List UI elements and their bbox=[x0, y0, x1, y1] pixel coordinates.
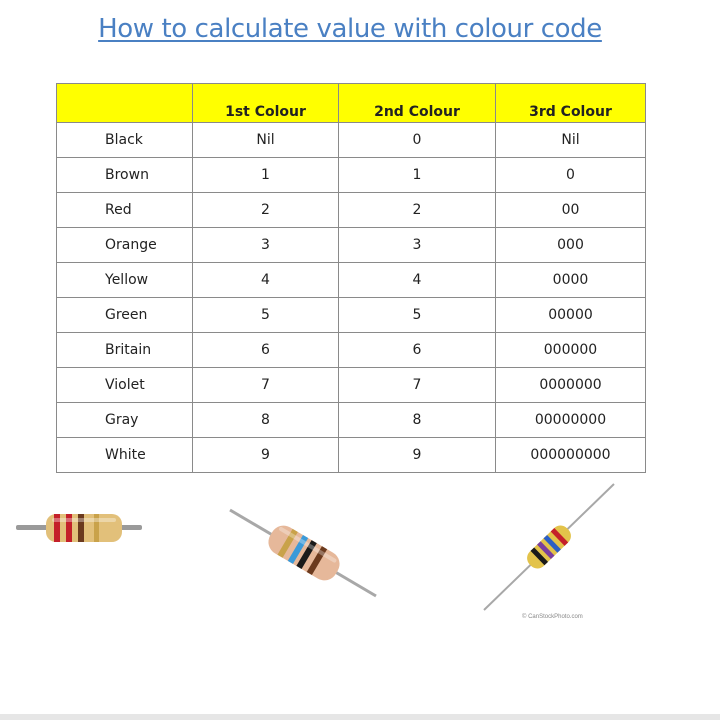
second-colour-cell: 8 bbox=[339, 403, 496, 438]
second-colour-cell: 3 bbox=[339, 228, 496, 263]
second-colour-cell: 0 bbox=[339, 123, 496, 158]
colour-name-cell: Green bbox=[57, 298, 193, 333]
third-colour-cell: 00000000 bbox=[496, 403, 646, 438]
table-row bbox=[57, 228, 646, 263]
bottom-edge-bar bbox=[0, 714, 720, 720]
second-colour-cell: 7 bbox=[339, 368, 496, 403]
colour-name-cell: Gray bbox=[57, 403, 193, 438]
header-cell-3rd-colour: 3rd Colour bbox=[496, 84, 646, 123]
first-colour-cell: 1 bbox=[193, 158, 339, 193]
third-colour-cell: Nil bbox=[496, 123, 646, 158]
table-row bbox=[57, 403, 646, 438]
colour-name-cell: Red bbox=[57, 193, 193, 228]
page-title: How to calculate value with colour code bbox=[98, 14, 602, 44]
colour-name-cell: Yellow bbox=[57, 263, 193, 298]
colour-code-table bbox=[56, 83, 646, 473]
resistor-image-diagonal bbox=[226, 500, 382, 604]
table-header-row bbox=[57, 84, 646, 123]
second-colour-cell: 6 bbox=[339, 333, 496, 368]
third-colour-cell: 00000 bbox=[496, 298, 646, 333]
third-colour-cell: 0000000 bbox=[496, 368, 646, 403]
third-colour-cell: 000000000 bbox=[496, 438, 646, 473]
first-colour-cell: 6 bbox=[193, 333, 339, 368]
first-colour-cell: 5 bbox=[193, 298, 339, 333]
table-row bbox=[57, 193, 646, 228]
table-row bbox=[57, 368, 646, 403]
first-colour-cell: 3 bbox=[193, 228, 339, 263]
colour-name-cell: Black bbox=[57, 123, 193, 158]
second-colour-cell: 1 bbox=[339, 158, 496, 193]
second-colour-cell: 5 bbox=[339, 298, 496, 333]
first-colour-cell: 9 bbox=[193, 438, 339, 473]
first-colour-cell: 7 bbox=[193, 368, 339, 403]
third-colour-cell: 000 bbox=[496, 228, 646, 263]
table-row bbox=[57, 333, 646, 368]
colour-name-cell: Violet bbox=[57, 368, 193, 403]
header-cell-blank bbox=[57, 84, 193, 123]
table-row bbox=[57, 123, 646, 158]
colour-name-cell: White bbox=[57, 438, 193, 473]
table-row bbox=[57, 263, 646, 298]
second-colour-cell: 4 bbox=[339, 263, 496, 298]
image-credit: © CanStockPhoto.com bbox=[522, 614, 583, 620]
colour-name-cell: Britain bbox=[57, 333, 193, 368]
third-colour-cell: 000000 bbox=[496, 333, 646, 368]
table-row bbox=[57, 158, 646, 193]
first-colour-cell: Nil bbox=[193, 123, 339, 158]
colour-name-cell: Brown bbox=[57, 158, 193, 193]
first-colour-cell: 8 bbox=[193, 403, 339, 438]
third-colour-cell: 00 bbox=[496, 193, 646, 228]
resistor-image-angled bbox=[478, 480, 620, 616]
third-colour-cell: 0 bbox=[496, 158, 646, 193]
third-colour-cell: 0000 bbox=[496, 263, 646, 298]
first-colour-cell: 2 bbox=[193, 193, 339, 228]
table-row bbox=[57, 298, 646, 333]
header-cell-2nd-colour: 2nd Colour bbox=[339, 84, 496, 123]
first-colour-cell: 4 bbox=[193, 263, 339, 298]
second-colour-cell: 2 bbox=[339, 193, 496, 228]
second-colour-cell: 9 bbox=[339, 438, 496, 473]
table-row bbox=[57, 438, 646, 473]
resistor-image-horizontal bbox=[14, 508, 144, 548]
colour-name-cell: Orange bbox=[57, 228, 193, 263]
header-cell-1st-colour: 1st Colour bbox=[193, 84, 339, 123]
